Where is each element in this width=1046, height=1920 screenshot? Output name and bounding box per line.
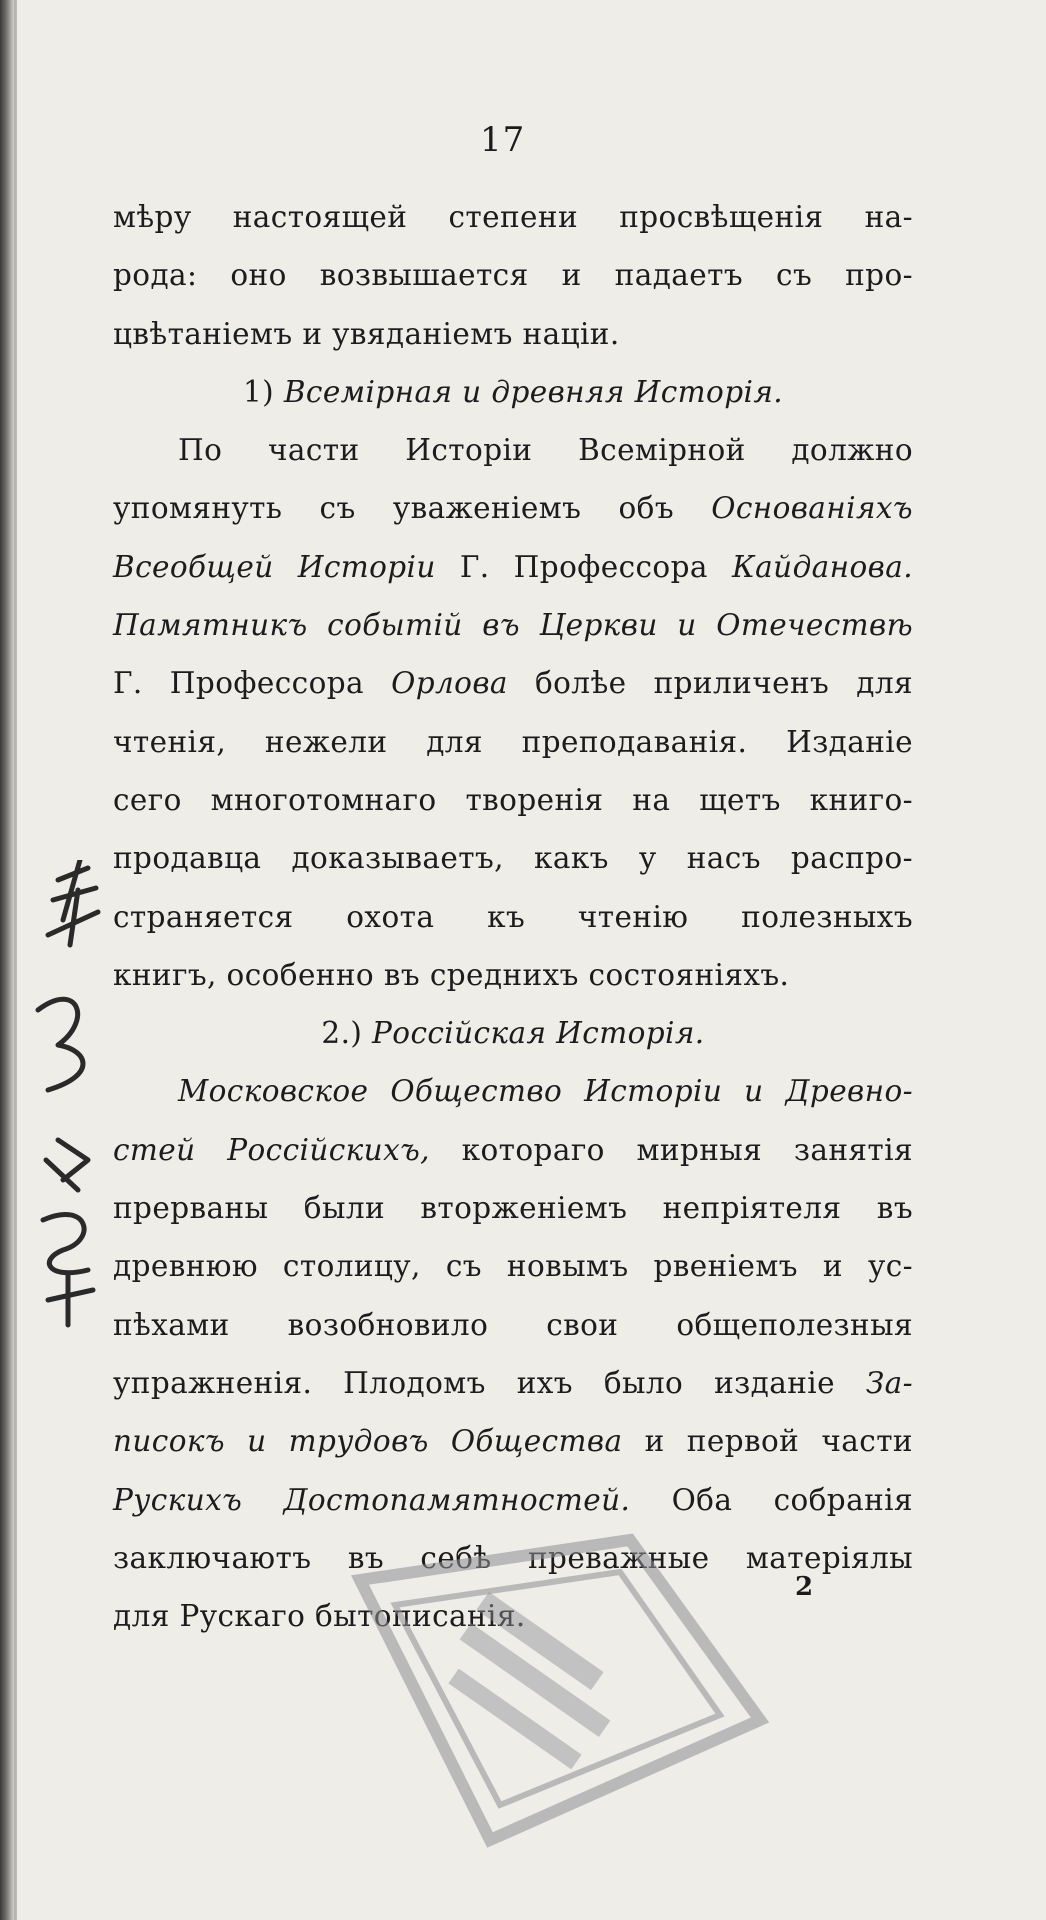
text-line [113, 713, 913, 771]
text-segment: пѣхами возобновило свои общеполезныя [113, 1307, 913, 1342]
text-line [113, 829, 913, 887]
text-segment: сего многотомнаго творенія на щетъ книго- [113, 782, 913, 817]
text-segment: прерваны были вторженіемъ непріятеля въ [113, 1191, 913, 1226]
text-segment: упражненія. Плодомъ ихъ было изданіе [113, 1365, 866, 1400]
italic-text: Рускихъ Достопамятностей. [113, 1482, 631, 1517]
text-line [113, 596, 913, 654]
text-line [113, 1412, 913, 1470]
text-segment: По части Исторіи Всемірной должно [178, 433, 913, 468]
italic-text: Кайданова. [731, 549, 913, 584]
italic-text: Московское Общество Исторіи и Древно- [178, 1074, 913, 1109]
text-segment: для Рускаго бытописанія. [113, 1599, 526, 1634]
text-line [113, 654, 913, 712]
italic-text: Основаніяхъ [711, 491, 913, 526]
text-line [113, 363, 913, 421]
text-segment: заключаютъ въ себѣ преважные матеріялы [113, 1540, 913, 1575]
text-segment: котораго мирныя занятія [429, 1132, 914, 1167]
text-segment: и первой части [622, 1424, 913, 1459]
text-segment: 1) [242, 374, 284, 409]
text-segment: древнюю столицу, съ новымъ рвеніемъ и ус- [113, 1249, 913, 1284]
text-segment: Г. Профессора [113, 666, 392, 701]
text-line [113, 305, 913, 363]
text-line [113, 188, 913, 246]
text-line [113, 1062, 913, 1120]
text-segment: болѣе приличенъ для [507, 666, 914, 701]
text-line [113, 946, 913, 1004]
signature-mark: 2 [795, 1572, 814, 1602]
text-line [113, 1179, 913, 1237]
text-segment: страняется охота къ чтенію полезныхъ [113, 899, 913, 934]
italic-text: Орлова [391, 666, 508, 701]
italic-text: Всеобщей Исторіи [113, 549, 436, 584]
text-line [113, 538, 913, 596]
text-line [113, 421, 913, 479]
page-number: 17 [480, 120, 526, 160]
italic-text: Памятникъ событій въ Церкви и Отечествѣ [113, 608, 913, 643]
text-segment: Оба собранія [630, 1482, 913, 1517]
italic-text: Россійская Исторія. [372, 1016, 705, 1051]
text-line [113, 246, 913, 304]
text-line [113, 1354, 913, 1412]
text-line [113, 1004, 913, 1062]
text-segment: 2.) [321, 1016, 373, 1051]
italic-text: За- [865, 1365, 913, 1400]
text-segment: книгъ, особенно въ среднихъ состояніяхъ. [113, 957, 790, 992]
text-line [113, 888, 913, 946]
text-segment: мѣру настоящей степени просвѣщенія на- [113, 200, 913, 234]
text-segment: цвѣтаніемъ и увяданіемъ націи. [113, 316, 620, 351]
italic-text: стей Россійскихъ, [113, 1132, 430, 1167]
text-segment: рода: оно возвышается и падаетъ съ про- [113, 258, 913, 293]
text-segment: чтенія, нежели для преподаванія. Изданіе [113, 724, 913, 759]
text-segment: упомянуть съ уваженіемъ объ [113, 491, 712, 526]
italic-text: Всемірная и древняя Исторія. [283, 374, 784, 409]
handwritten-margin-note [18, 860, 108, 1330]
text-line [113, 771, 913, 829]
text-line [113, 1121, 913, 1179]
italic-text: писокъ и трудовъ Общества [113, 1424, 623, 1459]
library-stamp [300, 1520, 800, 1860]
binding-shadow-line [14, 0, 17, 1920]
text-segment: продавца доказываетъ, какъ у насъ распро- [113, 841, 913, 876]
body-text [113, 188, 913, 1645]
text-line [113, 1237, 913, 1295]
text-line [113, 1296, 913, 1354]
text-segment: Г. Профессора [435, 549, 732, 584]
text-line [113, 479, 913, 537]
